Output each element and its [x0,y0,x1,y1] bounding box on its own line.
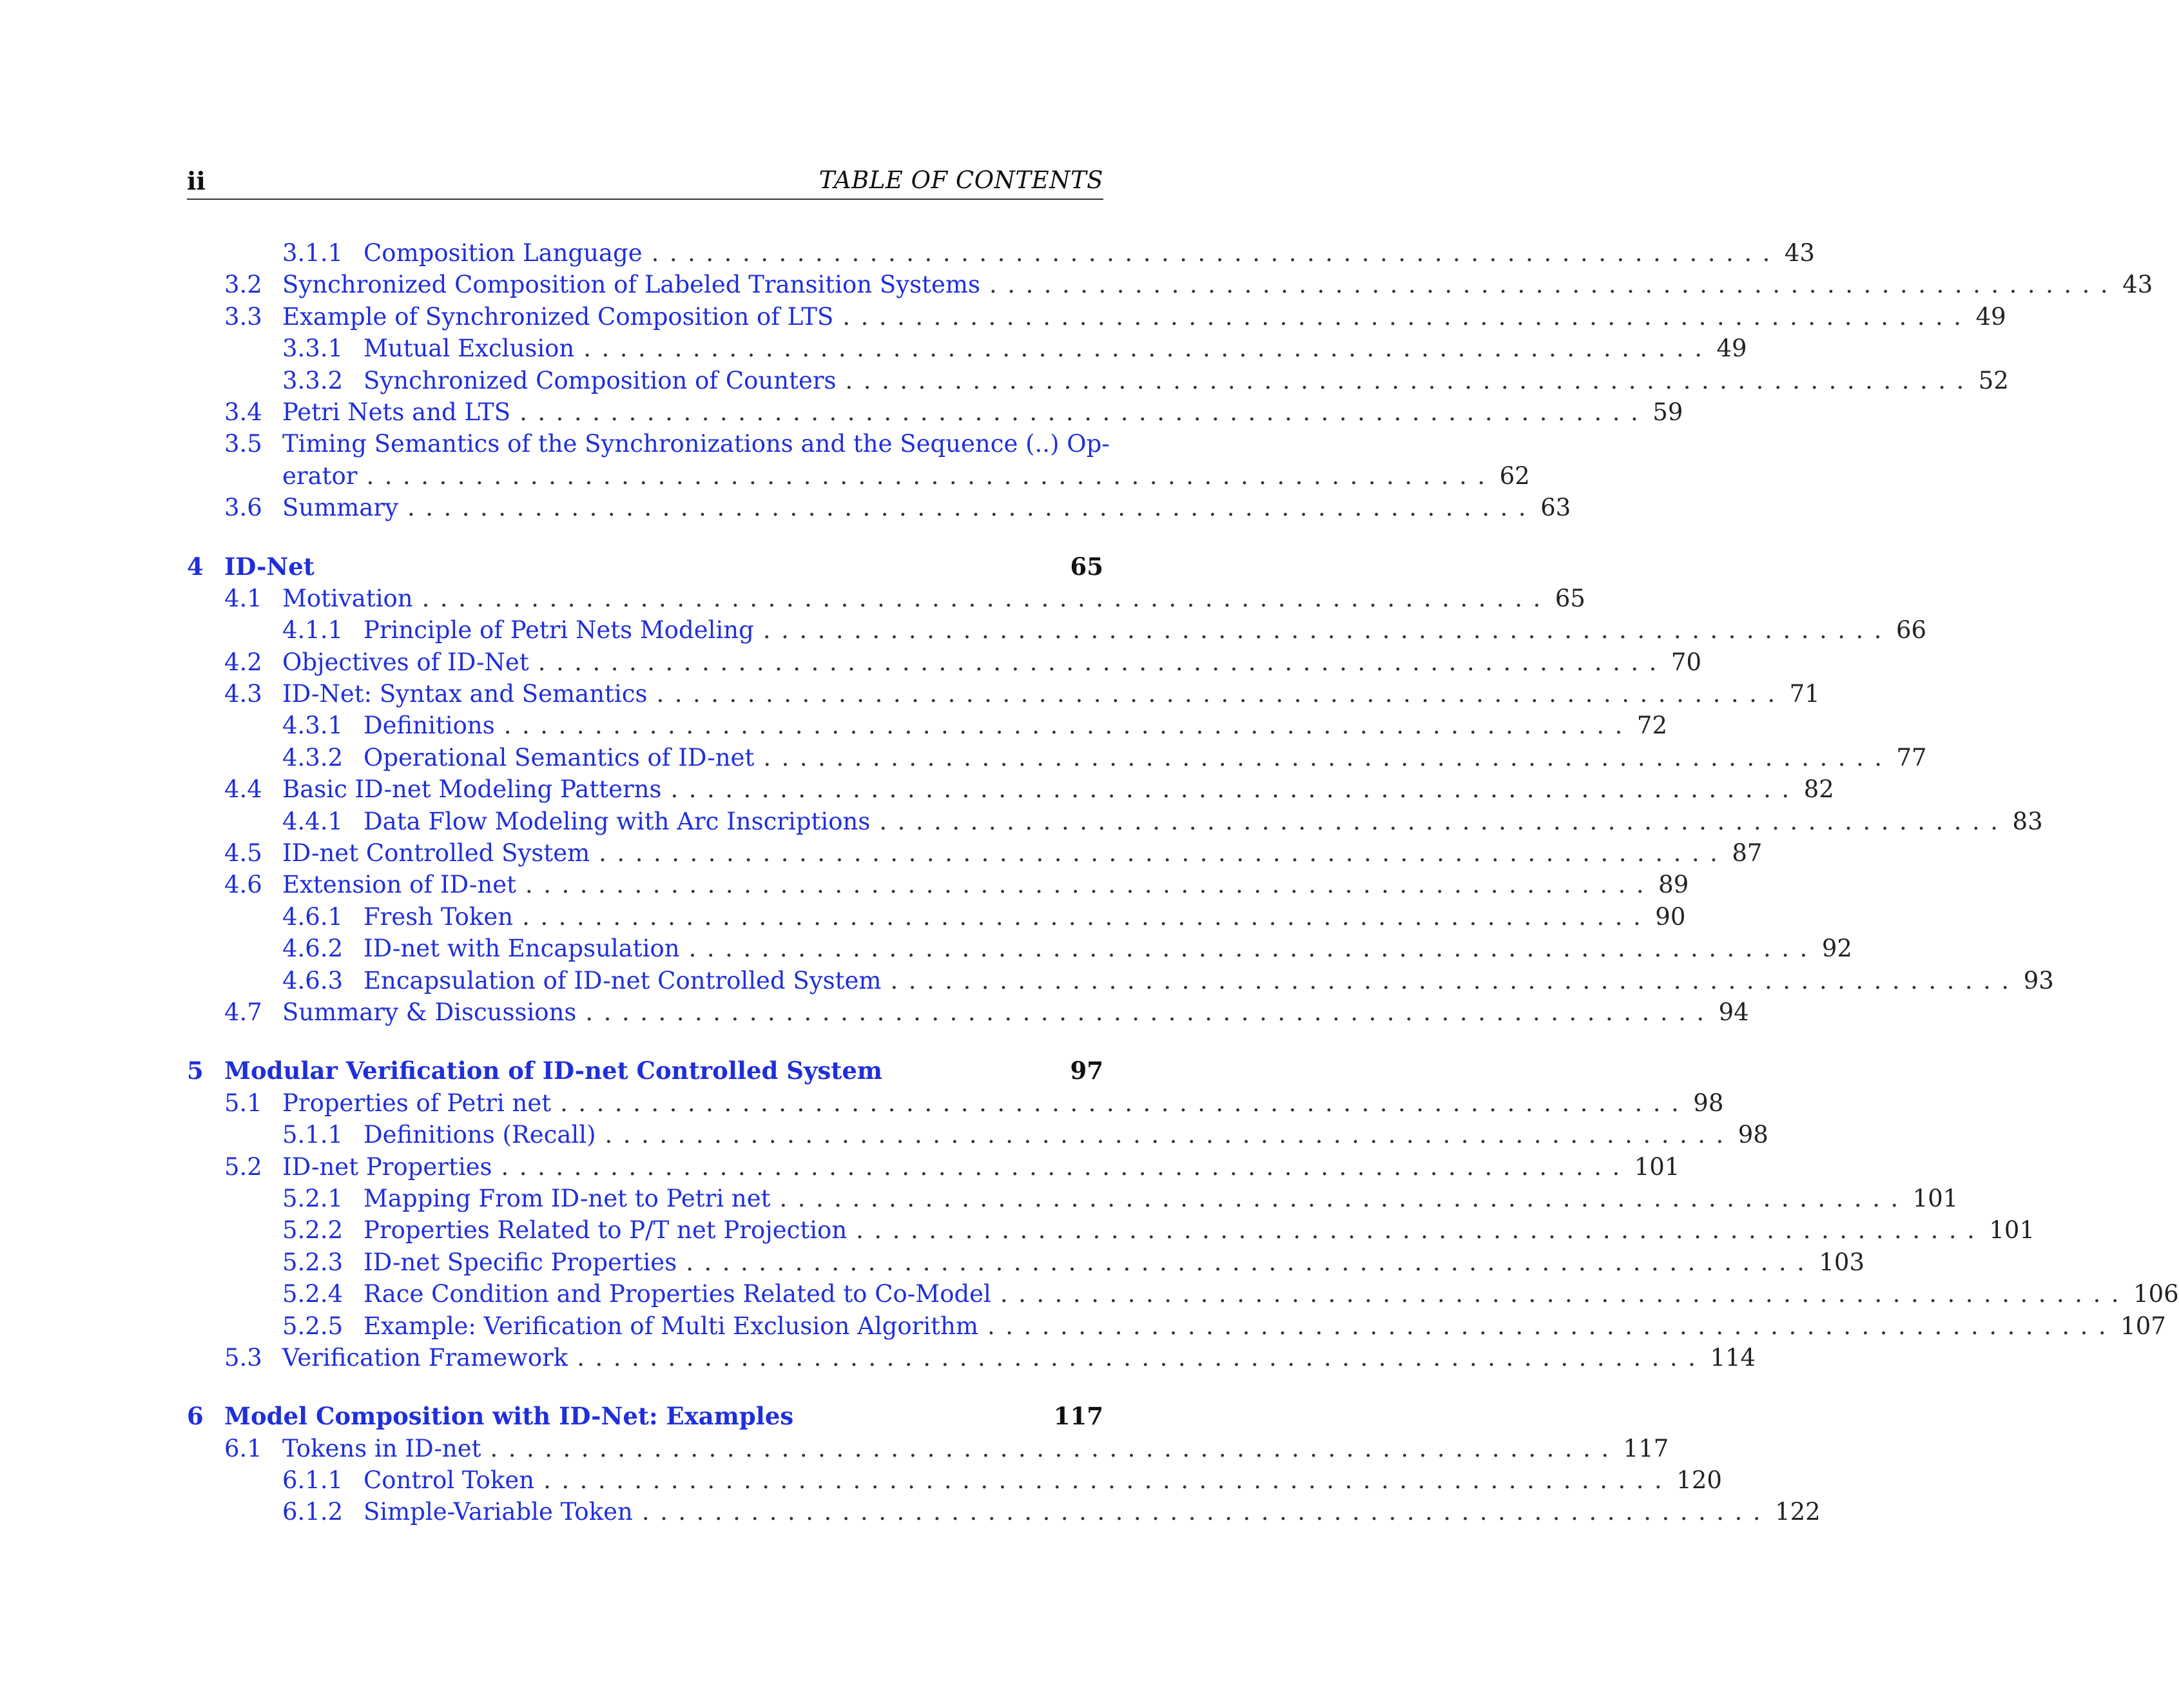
toc-entry-label[interactable]: Timing Semantics of the Synchronizations and the Sequence (..) Op- [282,430,1110,458]
toc-entry-label[interactable]: Properties of Petri net [282,1089,552,1117]
leader-dots: .............................................................. [762,616,1893,645]
toc-entry-label[interactable]: Motivation [282,584,413,612]
toc-entry-label[interactable]: Petri Nets and LTS [282,398,511,426]
toc-entry-number: 5.2.1 [282,1184,344,1212]
toc-entry-3-3-2[interactable] [187,365,2009,396]
toc-entry-page: 106 [2133,1280,2179,1308]
toc-entry-number: 6.1.1 [282,1466,344,1495]
toc-entry-number: 4.3.1 [282,712,344,740]
leader-dots: .............................................................. [490,1434,1620,1462]
toc-entry-label[interactable]: ID-net Specific Properties [363,1248,677,1276]
toc-entry-3-3[interactable] [187,301,2006,333]
leader-dots: .............................................................. [577,1343,1707,1372]
leader-dots: .............................................................. [366,461,1496,490]
toc-entry-number: 4.5 [224,839,262,868]
running-title: TABLE OF CONTENTS [818,166,1103,194]
toc-entry-page: 71 [1789,680,1820,708]
leader-dots: .............................................................. [641,1498,1772,1526]
toc-entry-number: 6.1.2 [282,1498,344,1526]
toc-entry-3-5[interactable] [187,428,1110,460]
toc-entry-number: 3.3.2 [282,366,344,394]
toc-entry-4-3-1[interactable] [187,710,1667,741]
toc-entry-4-2[interactable] [187,646,1701,678]
toc-entry-4-1-1[interactable] [187,614,1927,646]
toc-entry-number: 4.6 [224,871,262,899]
toc-entry-label[interactable]: Fresh Token [363,902,514,931]
toc-entry-page: 62 [1499,461,1530,490]
toc-entry-label[interactable]: Composition Language [363,239,643,267]
leader-dots: .............................................................. [890,966,2020,995]
toc-entry-page: 101 [1989,1216,2035,1245]
leader-dots: .............................................................. [537,648,1667,676]
toc-chapter-4[interactable] [187,551,1103,583]
toc-chapter-6[interactable] [187,1401,1103,1432]
chapter-title[interactable]: ID-Net [224,552,315,581]
toc-entry-label[interactable]: Data Flow Modeling with Arc Inscriptions [363,807,871,835]
leader-dots: .............................................................. [525,871,1655,899]
toc-entry-page: 72 [1636,712,1667,740]
toc-entry-number: 5.2.5 [282,1312,344,1340]
toc-entry-3-6[interactable] [187,492,1571,523]
toc-entry-label[interactable]: Properties Related to P/T net Projection [363,1216,847,1245]
toc-entry-4-6-1[interactable] [187,901,1686,933]
toc-entry-label[interactable]: Example: Verification of Multi Exclusion Algorithm [363,1312,978,1340]
toc-entry-label[interactable]: Synchronized Composition of Labeled Transition Systems [282,271,980,299]
toc-entry-number: 5.1 [224,1089,262,1117]
toc-entry-number: 4.2 [224,648,262,676]
toc-entry-3-3-1[interactable] [187,333,1747,364]
toc-entry-label[interactable]: Mapping From ID-net to Petri net [363,1184,771,1212]
toc-entry-label[interactable]: Objectives of ID-Net [282,648,529,676]
leader-dots: .............................................................. [407,494,1537,522]
toc-entry-page: 70 [1671,648,1701,676]
toc-entry-page: 122 [1775,1498,1821,1526]
chapter-number: 4 [187,552,204,581]
leader-dots: .............................................................. [522,902,1652,931]
toc-entry-page: 59 [1652,398,1683,426]
toc-entry-5-2-4[interactable] [187,1278,2179,1310]
toc-entry-number: 4.1.1 [282,616,344,645]
toc-entry-3-1-1[interactable] [187,237,1815,269]
toc-entry-label[interactable]: ID-net Controlled System [282,839,590,868]
toc-entry-page: 87 [1732,839,1763,868]
toc-entry-4-7[interactable] [187,996,1749,1028]
toc-entry-number: 5.2.2 [282,1216,344,1245]
toc-entry-label[interactable]: Extension of ID-net [282,871,516,899]
leader-dots: .............................................................. [987,1312,2117,1340]
toc-entry-number: 4.4.1 [282,807,344,835]
toc-entry-number: 4.1 [224,584,262,612]
leader-dots: .............................................................. [501,1152,1631,1181]
table-of-contents [187,237,2179,1528]
toc-entry-label[interactable]: Race Condition and Properties Related to Co-Model [363,1280,991,1308]
toc-entry-label[interactable]: Basic ID-net Modeling Patterns [282,775,662,804]
running-head [187,162,1103,200]
toc-entry-4-3-2[interactable] [187,742,1927,773]
toc-entry-number: 5.2 [224,1152,262,1181]
toc-entry-4-6-2[interactable] [187,933,1852,964]
toc-entry-page: 63 [1540,494,1571,522]
leader-dots: .............................................................. [656,680,1786,708]
toc-entry-page: 82 [1803,775,1834,804]
toc-entry-page: 92 [1821,935,1852,963]
toc-entry-label[interactable]: Summary [282,494,398,522]
toc-entry-5-2[interactable] [187,1151,1680,1183]
toc-entry-4-6[interactable] [187,869,1689,900]
toc-entry-page: 94 [1718,998,1749,1026]
toc-entry-label[interactable]: ID-Net: Syntax and Semantics [282,680,648,708]
toc-entry-6-1[interactable] [187,1433,1669,1464]
toc-entry-6-1-1[interactable] [187,1464,1722,1496]
toc-entry-label[interactable]: Tokens in ID-net [282,1434,481,1462]
leader-dots: .............................................................. [688,935,1818,963]
toc-entry-label[interactable]: Operational Semantics of ID-net [363,743,755,772]
toc-entry-page: 117 [1623,1434,1669,1462]
leader-dots: .............................................................. [856,1216,1986,1245]
toc-entry-page: 101 [1912,1184,1959,1212]
chapter-page: 117 [1053,1402,1103,1431]
toc-entry-label[interactable]: Principle of Petri Nets Modeling [363,616,754,645]
toc-entry-number: 4.3 [224,680,262,708]
toc-entry-4-3[interactable] [187,678,1820,710]
toc-entry-4-6-3[interactable] [187,965,2054,996]
leader-dots: .............................................................. [989,271,2119,299]
toc-entry-page: 101 [1634,1152,1680,1181]
toc-entry-number: 3.4 [224,398,262,426]
toc-entry-label[interactable]: Control Token [363,1466,535,1495]
toc-entry-number: 3.3.1 [282,335,344,363]
chapter-title[interactable]: Modular Verification of ID-net Controlled System [224,1056,883,1085]
toc-entry-5-3[interactable] [187,1342,1756,1373]
toc-entry-page: 66 [1896,616,1927,645]
toc-entry-page: 65 [1554,584,1585,612]
toc-entry-5-2-5[interactable] [187,1310,2166,1342]
toc-entry-page: 90 [1655,902,1686,931]
toc-entry-number: 4.6.1 [282,902,344,931]
toc-entry-page: 98 [1693,1089,1724,1117]
toc-chapter-5[interactable] [187,1055,1103,1087]
toc-entry-6-1-2[interactable] [187,1496,1821,1528]
chapter-page: 65 [1070,552,1103,581]
leader-dots: .............................................................. [763,743,1893,772]
toc-entry-3-4[interactable] [187,396,1683,428]
leader-dots: .............................................................. [842,302,1972,331]
toc-entry-page: 93 [2023,966,2054,995]
toc-entry-page: 114 [1710,1343,1756,1372]
leader-dots: .............................................................. [519,398,1649,426]
toc-entry-number: 4.3.2 [282,743,344,772]
toc-entry-label[interactable]: Verification Framework [282,1343,568,1372]
toc-entry-number: 3.6 [224,494,262,522]
leader-dots: .............................................................. [670,775,1800,804]
toc-entry-page: 77 [1896,743,1927,772]
toc-entry-page: 120 [1676,1466,1722,1495]
toc-entry-label-continuation[interactable]: erator [282,461,358,490]
toc-entry-page: 49 [1975,302,2006,331]
toc-entry-number: 5.2.3 [282,1248,344,1276]
toc-entry-number: 4.6.2 [282,935,344,963]
leader-dots: .............................................................. [686,1248,1816,1276]
leader-dots: .............................................................. [845,366,1975,394]
toc-entry-page: 98 [1738,1121,1768,1149]
leader-dots: .............................................................. [583,335,1713,363]
toc-entry-number: 4.4 [224,775,262,804]
chapter-number: 6 [187,1402,204,1431]
leader-dots: .............................................................. [421,584,1551,612]
toc-entry-number: 6.1 [224,1434,262,1462]
chapter-title[interactable]: Model Composition with ID-Net: Examples [224,1402,794,1431]
toc-entry-label[interactable]: Encapsulation of ID-net Controlled System [363,966,882,995]
toc-entry-label[interactable]: ID-net with Encapsulation [363,935,680,963]
toc-entry-number: 3.3 [224,302,262,331]
toc-entry-label[interactable]: Definitions (Recall) [363,1121,596,1149]
leader-dots: .............................................................. [605,1121,1734,1149]
toc-entry-4-1[interactable] [187,583,1585,614]
toc-entry-label[interactable]: Simple-Variable Token [363,1498,633,1526]
toc-entry-number: 4.6.3 [282,966,344,995]
toc-entry-5-2-3[interactable] [187,1247,1865,1278]
toc-entry-5-2-2[interactable] [187,1214,2035,1246]
toc-entry-page: 107 [2120,1312,2166,1340]
toc-entry-4-5[interactable] [187,837,1763,869]
toc-entry-number: 5.3 [224,1343,262,1372]
toc-entry-5-1[interactable] [187,1087,1724,1119]
toc-entry-5-2-1[interactable] [187,1183,1959,1214]
toc-entry-label[interactable]: Summary & Discussions [282,998,577,1026]
leader-dots: .............................................................. [599,839,1729,868]
leader-dots: .............................................................. [1000,1280,2130,1308]
leader-dots: .............................................................. [560,1089,1690,1117]
toc-entry-page: 49 [1716,335,1747,363]
toc-entry-page: 89 [1658,871,1689,899]
toc-entry-3-5-continuation[interactable] [187,460,1530,492]
toc-entry-page: 52 [1978,366,2009,394]
toc-entry-page: 103 [1819,1248,1865,1276]
page-folio: ii [187,166,206,195]
toc-entry-label[interactable]: Mutual Exclusion [363,335,575,363]
toc-entry-number: 3.1.1 [282,239,344,267]
leader-dots: .............................................................. [779,1184,1909,1212]
toc-entry-number: 4.7 [224,998,262,1026]
toc-entry-label[interactable]: Definitions [363,712,495,740]
chapter-page: 97 [1070,1056,1103,1085]
toc-entry-page: 43 [1784,239,1815,267]
chapter-number: 5 [187,1056,204,1085]
leader-dots: .............................................................. [503,712,1633,740]
leader-dots: .............................................................. [543,1466,1673,1495]
toc-entry-3-2[interactable] [187,269,2153,300]
toc-entry-label[interactable]: ID-net Properties [282,1152,492,1181]
toc-entry-page: 83 [2012,807,2043,835]
toc-entry-label[interactable]: Example of Synchronized Composition of LTS [282,302,834,331]
toc-entry-number: 3.5 [224,430,262,458]
leader-dots: .............................................................. [651,239,1781,267]
toc-entry-4-4[interactable] [187,773,1834,805]
toc-entry-4-4-1[interactable] [187,806,2043,837]
toc-entry-page: 43 [2122,271,2153,299]
toc-entry-number: 5.1.1 [282,1121,344,1149]
toc-entry-number: 3.2 [224,271,262,299]
toc-entry-label[interactable]: Synchronized Composition of Counters [363,366,837,394]
toc-entry-number: 5.2.4 [282,1280,344,1308]
leader-dots: .............................................................. [879,807,2009,835]
leader-dots: .............................................................. [585,998,1715,1026]
toc-entry-5-1-1[interactable] [187,1119,1768,1150]
